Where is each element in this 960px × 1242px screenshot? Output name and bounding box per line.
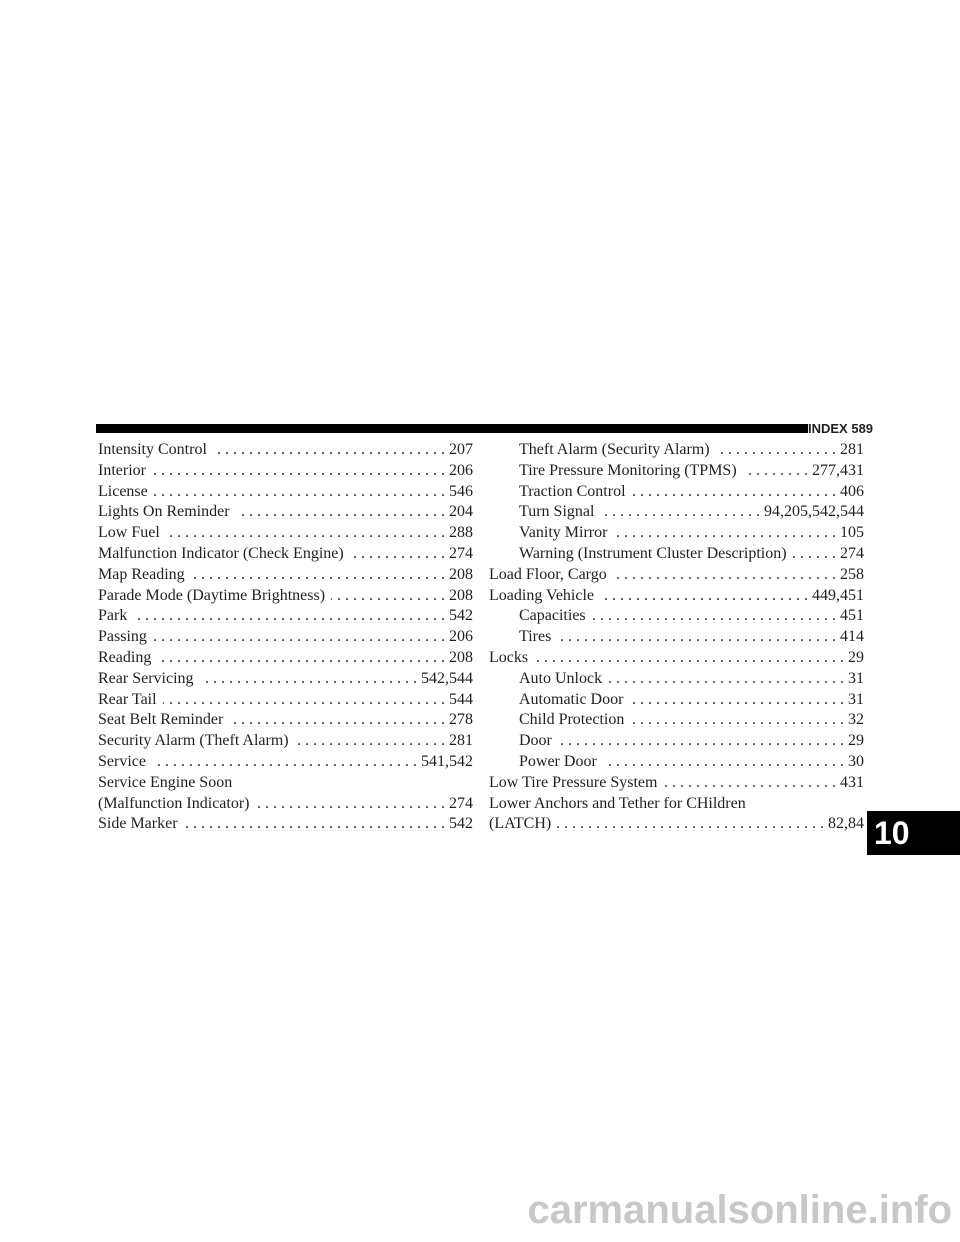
index-entry <box>98 794 473 815</box>
index-entry <box>489 461 864 482</box>
index-entry-text: Tire Pressure Monitoring (TPMS) <box>519 461 737 479</box>
index-entry-text: Low Tire Pressure System <box>489 773 658 791</box>
dot-leader <box>200 669 417 690</box>
dot-leader <box>557 627 836 648</box>
header-rule <box>96 424 866 433</box>
index-heading <box>98 773 473 794</box>
index-entry-page: 277,431 <box>812 461 864 479</box>
index-entry-text: Interior <box>98 461 146 479</box>
index-entry-text: Passing <box>98 628 147 646</box>
index-entry-page: 208 <box>449 586 473 604</box>
index-entry-page: 542,544 <box>421 669 473 687</box>
dot-leader <box>331 586 445 607</box>
index-entry-text: (Malfunction Indicator) <box>98 794 250 812</box>
index-entry <box>98 606 473 627</box>
index-entry-page: 206 <box>449 461 473 479</box>
index-entry-page: 542 <box>449 607 473 625</box>
dot-leader <box>133 606 445 627</box>
dot-leader <box>229 710 445 731</box>
index-entry <box>489 523 864 544</box>
index-entry <box>98 502 473 523</box>
dot-leader <box>163 690 445 711</box>
index-entry-page: 274 <box>449 794 473 812</box>
index-entry <box>489 440 864 461</box>
index-entry-text: Load Floor, Cargo <box>489 565 607 583</box>
dot-leader <box>153 627 445 648</box>
index-entry-page: 82,84 <box>828 815 864 833</box>
index-entry <box>98 565 473 586</box>
index-entry-page: 541,542 <box>421 752 473 770</box>
index-entry <box>489 710 864 731</box>
index-entry-page: 208 <box>449 565 473 583</box>
dot-leader <box>716 440 836 461</box>
index-entry <box>98 648 473 669</box>
index-entry <box>98 710 473 731</box>
index-entry-text: License <box>98 482 148 500</box>
dot-leader <box>613 565 836 586</box>
index-column-left <box>98 440 473 835</box>
watermark: carmanualsonline.info <box>527 1188 952 1232</box>
dot-leader <box>592 606 836 627</box>
index-entry-page: 94,205,542,544 <box>764 503 864 521</box>
index-entry-text: Malfunction Indicator (Check Engine) <box>98 544 344 562</box>
index-entry <box>98 752 473 773</box>
index-entry <box>489 731 864 752</box>
index-entry-page: 544 <box>449 690 473 708</box>
index-entry <box>98 544 473 565</box>
dot-leader <box>613 523 836 544</box>
index-entry-page: 29 <box>848 648 864 666</box>
index-entry-text: Lower Anchors and Tether for CHildren <box>489 794 746 812</box>
index-entry-page: 431 <box>840 773 864 791</box>
index-entry-text: Warning (Instrument Cluster Description) <box>519 544 787 562</box>
index-entry-text: Turn Signal <box>519 503 595 521</box>
dot-leader <box>600 586 808 607</box>
index-entry <box>489 565 864 586</box>
index-entry-text: Power Door <box>519 752 597 770</box>
index-entry-page: 29 <box>848 732 864 750</box>
index-entry <box>489 648 864 669</box>
index-entry-text: Rear Servicing <box>98 669 194 687</box>
index-entry <box>489 606 864 627</box>
index-entry-page: 206 <box>449 628 473 646</box>
index-entry-page: 258 <box>840 565 864 583</box>
index-entry <box>98 627 473 648</box>
index-entry-page: 208 <box>449 648 473 666</box>
dot-leader <box>152 752 417 773</box>
index-entry <box>98 690 473 711</box>
index-entry <box>489 586 864 607</box>
index-entry-text: Tires <box>519 628 552 646</box>
dot-leader <box>632 482 836 503</box>
index-entry-page: 204 <box>449 503 473 521</box>
dot-leader <box>603 752 844 773</box>
index-entry <box>98 523 473 544</box>
index-entry-page: 278 <box>449 711 473 729</box>
dot-leader <box>558 731 844 752</box>
index-entry-text: Traction Control <box>519 482 626 500</box>
index-entry <box>98 461 473 482</box>
index-entry-page: 451 <box>840 607 864 625</box>
index-entry <box>98 586 473 607</box>
dot-leader <box>629 690 844 711</box>
dot-leader <box>557 814 824 835</box>
index-entry-page: 546 <box>449 482 473 500</box>
dot-leader <box>154 482 445 503</box>
index-entry-text: Child Protection <box>519 711 625 729</box>
index-entry-text: Loading Vehicle <box>489 586 595 604</box>
dot-leader <box>152 461 445 482</box>
index-entry-page: 31 <box>848 690 864 708</box>
dot-leader <box>608 669 844 690</box>
index-entry-text: Security Alarm (Theft Alarm) <box>98 732 289 750</box>
index-entry <box>98 814 473 835</box>
index-entry-text: Auto Unlock <box>519 669 603 687</box>
index-entry-text: Reading <box>98 648 152 666</box>
dot-leader <box>184 814 445 835</box>
index-column-right <box>489 440 864 835</box>
dot-leader <box>350 544 445 565</box>
dot-leader <box>295 731 445 752</box>
dot-leader <box>793 544 836 565</box>
dot-leader <box>743 461 808 482</box>
index-entry-page: 281 <box>449 732 473 750</box>
index-heading <box>489 794 864 815</box>
index-entry-page: 281 <box>840 441 864 458</box>
dot-leader <box>663 773 836 794</box>
dot-leader <box>256 794 446 815</box>
index-entry-text: Park <box>98 607 128 625</box>
index-entry-text: Capacities <box>519 607 586 625</box>
dot-leader <box>213 440 445 461</box>
index-entry-text: Low Fuel <box>98 524 160 542</box>
index-entry-text: Parade Mode (Daytime Brightness) <box>98 586 326 604</box>
index-entry <box>489 690 864 711</box>
running-header: INDEX 589 <box>808 421 874 436</box>
index-entry <box>98 440 473 461</box>
index-entry-text: Service <box>98 752 146 770</box>
index-entry <box>98 669 473 690</box>
dot-leader <box>630 710 844 731</box>
dot-leader <box>534 648 844 669</box>
index-entry-text: Lights On Reminder <box>98 503 230 521</box>
dot-leader <box>166 523 445 544</box>
dot-leader <box>191 565 445 586</box>
index-entry <box>489 627 864 648</box>
index-entry-page: 288 <box>449 524 473 542</box>
index-entry-page: 449,451 <box>812 586 864 604</box>
index-entry-text: Locks <box>489 648 529 666</box>
dot-leader <box>236 502 445 523</box>
index-entry-page: 30 <box>848 752 864 770</box>
index-entry-page: 274 <box>449 544 473 562</box>
index-entry <box>489 814 864 835</box>
index-entry-page: 207 <box>449 441 473 458</box>
dot-leader <box>600 502 760 523</box>
index-entry-page: 414 <box>840 628 864 646</box>
index-entry <box>489 752 864 773</box>
index-entry-text: Rear Tail <box>98 690 157 708</box>
index-entry-page: 105 <box>840 524 864 542</box>
index-entry-text: Side Marker <box>98 815 178 833</box>
index-entry-page: 406 <box>840 482 864 500</box>
index-entry-text: Map Reading <box>98 565 185 583</box>
index-entry-text: Theft Alarm (Security Alarm) <box>519 441 710 458</box>
index-entry <box>489 669 864 690</box>
index-entry-text: Door <box>519 732 552 750</box>
index-entry <box>489 482 864 503</box>
index-entry-text: (LATCH) <box>489 815 552 833</box>
index-entry <box>489 502 864 523</box>
index-entry-text: Service Engine Soon <box>98 773 233 791</box>
chapter-tab: 10 <box>867 811 960 855</box>
index-entry <box>489 544 864 565</box>
index-entry-text: Automatic Door <box>519 690 624 708</box>
index-entry-page: 32 <box>848 711 864 729</box>
index-entry <box>489 773 864 794</box>
index-entry-text: Intensity Control <box>98 441 207 458</box>
index-entry-text: Seat Belt Reminder <box>98 711 224 729</box>
index-entry <box>98 482 473 503</box>
index-entry-page: 31 <box>848 669 864 687</box>
index-entry <box>98 731 473 752</box>
index-entry-text: Vanity Mirror <box>519 524 608 542</box>
index-entry-page: 542 <box>449 815 473 833</box>
dot-leader <box>157 648 445 669</box>
index-entry-page: 274 <box>840 544 864 562</box>
